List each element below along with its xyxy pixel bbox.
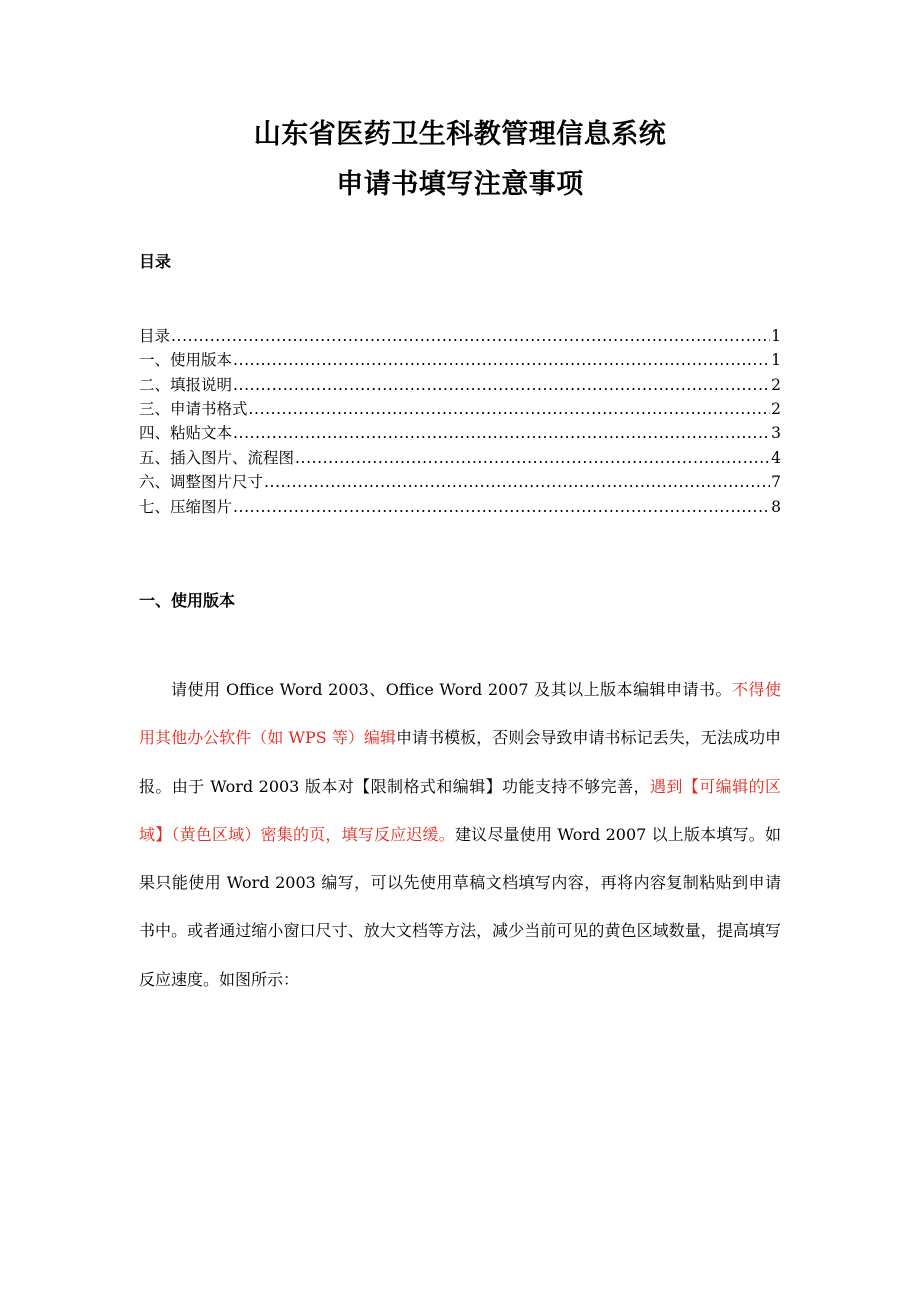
toc-entry[interactable] <box>139 442 781 466</box>
toc-entry-label: 三、申请书格式 <box>139 400 248 419</box>
paragraph-warning-text: 不得使用其他办公软件（如 WPS 等）编辑 <box>139 680 781 748</box>
toc-entry[interactable] <box>139 418 781 442</box>
paragraph-warning-text: 遇到【可编辑的区域】（黄色区域）密集的页，填写反应迟缓。 <box>139 776 781 844</box>
paragraph-text: 申请书模板，否则会导致申请书标记丢失，无法成功申报。由于 Word 2003 版本对【限制格式和编辑】功能支持不够完善， <box>139 728 781 796</box>
toc-dot-leader <box>295 451 770 467</box>
toc-entry[interactable] <box>139 344 781 368</box>
table-of-contents <box>139 320 781 515</box>
toc-entry-page: 1 <box>771 326 781 345</box>
paragraph-text: 请使用 Office Word 2003、Office Word 2007 及其以上版本编辑申请书。 <box>171 680 732 699</box>
toc-entry-label: 七、压缩图片 <box>139 497 233 516</box>
toc-entry-label: 二、填报说明 <box>139 375 233 394</box>
section-heading: 一、使用版本 <box>139 591 236 610</box>
toc-entry-label: 五、插入图片、流程图 <box>139 448 295 467</box>
section-paragraph <box>139 666 781 1004</box>
toc-dot-leader <box>233 353 770 369</box>
toc-entry-label: 六、调整图片尺寸 <box>139 473 264 492</box>
toc-dot-leader <box>264 475 770 491</box>
toc-entry[interactable] <box>139 369 781 393</box>
toc-entry-page: 3 <box>771 424 781 443</box>
toc-entry-page: 2 <box>771 375 781 394</box>
paragraph-text: 建议尽量使用 Word 2007 以上版本填写。如果只能使用 Word 2003 编写，可以先使用草稿文档填写内容，再将内容复制粘贴到申请书中。或者通过缩小窗口尺寸、放大文档等方法，减少当前可见的黄色区域数量，提高填写反应速度。如图所示： <box>139 824 781 989</box>
toc-entry-page: 8 <box>771 497 781 516</box>
toc-dot-leader <box>171 329 770 345</box>
toc-entry-label: 一、使用版本 <box>139 351 233 370</box>
document-title: 山东省医药卫生科教管理信息系统 <box>253 119 667 150</box>
document-subtitle: 申请书填写注意事项 <box>336 169 584 200</box>
toc-entry-page: 2 <box>771 400 781 419</box>
toc-dot-leader <box>249 402 771 418</box>
toc-entry[interactable] <box>139 466 781 490</box>
toc-entry[interactable] <box>139 320 781 344</box>
toc-dot-leader <box>233 500 770 516</box>
toc-entry-page: 1 <box>771 351 781 370</box>
toc-entry[interactable] <box>139 491 781 515</box>
toc-entry-page: 7 <box>771 473 781 492</box>
toc-entry-page: 4 <box>771 448 781 467</box>
toc-dot-leader <box>233 426 770 442</box>
toc-entry[interactable] <box>139 393 781 417</box>
toc-entry-label: 四、粘贴文本 <box>139 424 233 443</box>
toc-heading: 目录 <box>139 252 172 271</box>
toc-entry-label: 目录 <box>139 326 171 345</box>
toc-dot-leader <box>233 378 770 394</box>
